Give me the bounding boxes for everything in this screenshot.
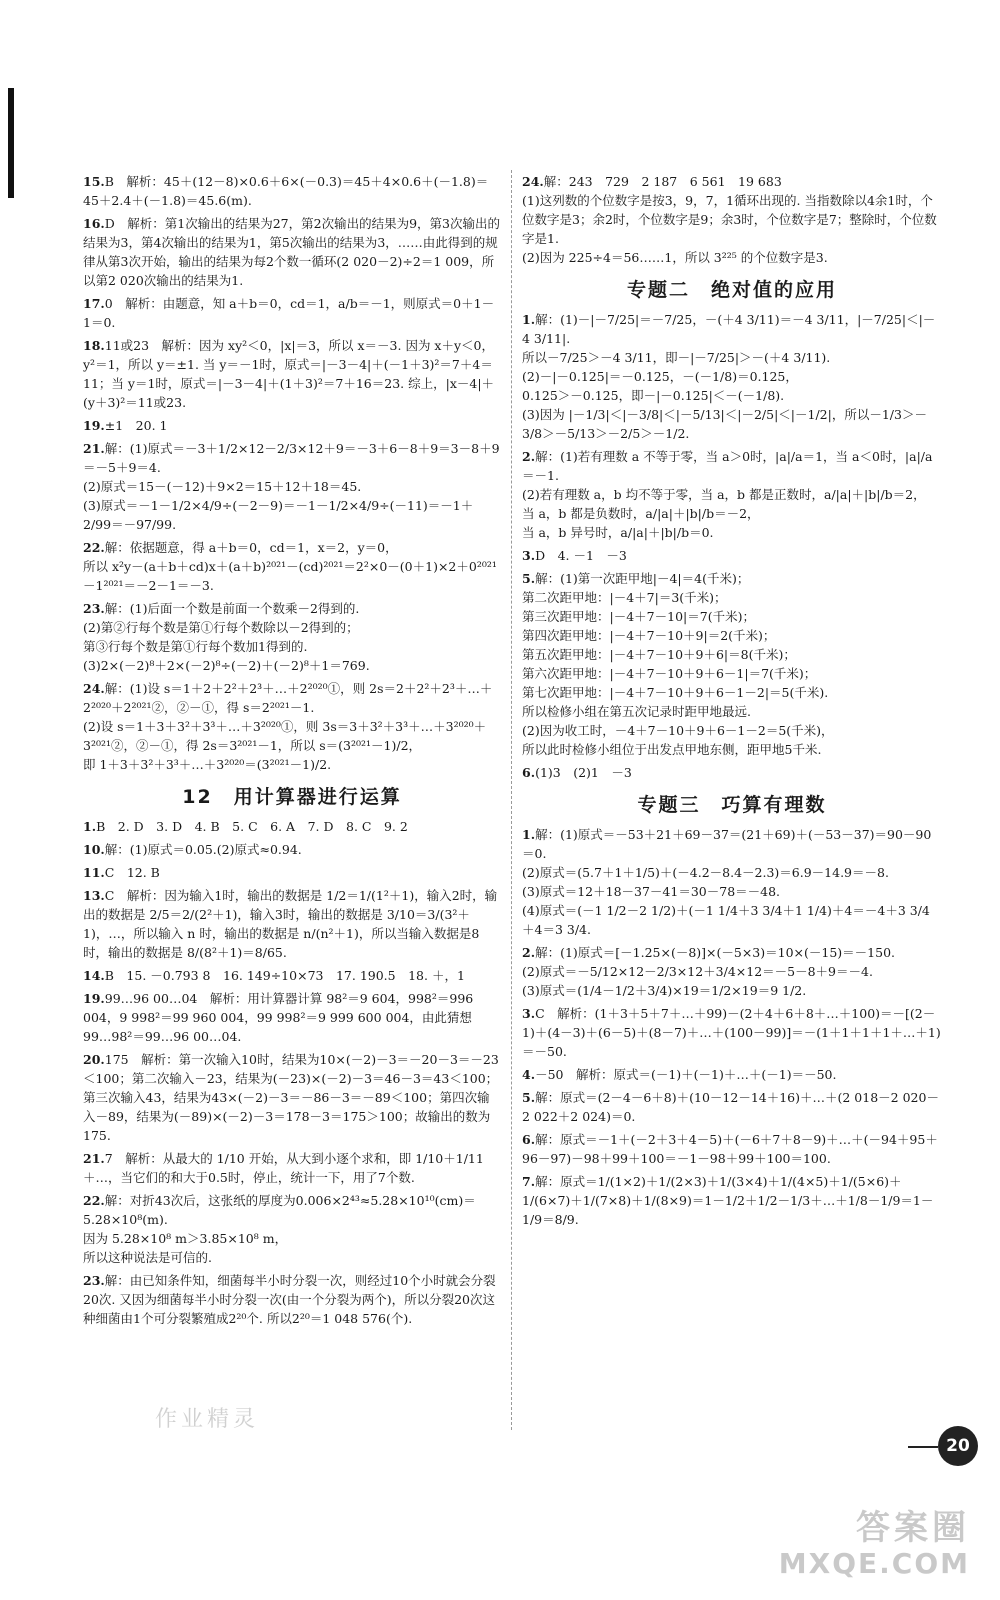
answer-line: [522, 943, 942, 962]
answer-text: 第二次距甲地：|－4＋7|＝3(千米)；: [522, 590, 727, 605]
answer-line: [522, 1172, 942, 1229]
question-number: 10.: [83, 842, 105, 857]
question-number: 24.: [83, 681, 105, 696]
question-number: 1.: [83, 819, 97, 834]
answer-line: [83, 817, 501, 836]
answer-line: [522, 504, 942, 523]
answer-line: [522, 607, 942, 626]
answer-item: [522, 310, 942, 443]
answer-item: [83, 863, 501, 882]
answer-line: [522, 721, 942, 740]
answer-text: (3)原式＝(1/4－1/2＋3/4)×19＝1/2×19＝9 1/2.: [522, 983, 807, 998]
answer-line: [83, 496, 501, 534]
answer-line: [83, 1271, 501, 1328]
answer-item: [522, 825, 942, 939]
answer-line: [522, 405, 942, 443]
answer-line: [522, 702, 942, 721]
answer-item: [83, 1191, 501, 1267]
answer-line: [522, 523, 942, 542]
left-items-a: [83, 172, 501, 774]
answer-text: 解：(1)原式＝－53＋21＋69－37＝(21＋69)＋(－53－37)＝90－90＝0.: [522, 827, 932, 861]
answer-line: [522, 626, 942, 645]
answer-text: 第四次距甲地：|－4＋7－10＋9|＝2(千米)；: [522, 628, 776, 643]
answer-item: [83, 1050, 501, 1145]
answer-text: 解：依据题意，得 a＋b＝0，cd＝1，x＝2，y＝0，: [104, 540, 398, 555]
answer-text: 当 a，b 异号时，a/|a|＋|b|/b＝0.: [522, 525, 714, 540]
answer-text: 解：(1)原式＝0.05.(2)原式≈0.94.: [104, 842, 302, 857]
answer-line: [522, 825, 942, 863]
left-items-b: [83, 817, 501, 1328]
answer-text: 解：243 729 2 187 6 561 19 683: [543, 174, 782, 189]
answer-line: [83, 439, 501, 477]
answer-item: [522, 172, 942, 267]
answer-item: [83, 538, 501, 595]
question-number: 3.: [522, 548, 536, 563]
answer-line: [83, 679, 501, 717]
answer-text: D 4. －1 －3: [535, 548, 627, 563]
answer-line: [522, 248, 942, 267]
answer-text: C 12. B: [104, 865, 160, 880]
question-number: 13.: [83, 888, 105, 903]
answer-line: [522, 683, 942, 702]
section-title-absolute-value: 专题二 绝对值的应用: [626, 279, 837, 301]
answer-text: (2)原式＝15－(－12)＋9×2＝15＋12＋18＝45.: [83, 479, 362, 494]
answer-line: [522, 447, 942, 485]
answer-text: 所以这种说法是可信的.: [83, 1250, 212, 1265]
answer-line: [83, 656, 501, 675]
answer-text: 解：(1)第一次距甲地|－4|＝4(千米)；: [535, 571, 750, 586]
answer-item: [83, 1271, 501, 1328]
answer-text: 解：由已知条件知，细菌每半小时分裂一次，则经过10个小时就会分裂20次. 又因为细菌每半小时分裂一次(由一个分裂为两个)，所以分裂20次这种细菌由1个可分裂繁殖成2²⁰个. 所以2²⁰＝1 048 576(个).: [83, 1273, 496, 1326]
answer-text: 7 解析：从最大的 1/10 开始，从大到小逐个求和，即 1/10＋1/11＋…，当它们的和大于0.5时，停止，统计一下，用了7个数.: [83, 1151, 484, 1185]
answer-line: [83, 1229, 501, 1248]
answer-line: [83, 755, 501, 774]
answer-line: [83, 618, 501, 637]
answer-text: B 15. －0.793 8 16. 149÷10×73 17. 190.5 18. ＋，1: [104, 968, 465, 983]
answer-line: [522, 1004, 942, 1061]
question-number: 14.: [83, 968, 105, 983]
page-edge-bar: [8, 88, 14, 198]
right-items-c: [522, 825, 942, 1229]
answer-text: 解：原式＝－1＋(－2＋3＋4－5)＋(－6＋7＋8－9)＋…＋(－94＋95＋96－97)－98＋99＋100＝－1－98＋99＋100＝100.: [522, 1132, 938, 1166]
question-number: 24.: [522, 174, 544, 189]
answer-line: [522, 962, 942, 981]
answer-line: [83, 717, 501, 755]
question-number: 17.: [83, 296, 105, 311]
answer-text: (3)原式＝12＋18－37－41＝30－78＝－48.: [522, 884, 781, 899]
question-number: 4.: [522, 1067, 536, 1082]
answer-text: ±1 20. 1: [104, 418, 168, 433]
answer-line: [522, 546, 942, 565]
question-number: 7.: [522, 1174, 536, 1189]
answer-item: [522, 1088, 942, 1126]
answer-text: (2)因为收工时，－4＋7－10＋9＋6－1－2＝5(千米)，: [522, 723, 834, 738]
answer-line: [83, 966, 501, 985]
answer-item: [83, 416, 501, 435]
answer-text: (2)因为 225÷4＝56……1，所以 3²²⁵ 的个位数字是3.: [522, 250, 828, 265]
answer-text: 解：原式＝1/(1×2)＋1/(2×3)＋1/(3×4)＋1/(4×5)＋1/(5×6)＋1/(6×7)＋1/(7×8)＋1/(8×9)＝1－1/2＋1/2－1/3＋…＋1/8－1/9＝1－1/9＝8/9.: [522, 1174, 934, 1227]
answer-item: [522, 546, 942, 565]
question-number: 3.: [522, 1006, 536, 1021]
answer-line: [522, 386, 942, 405]
answer-text: 11或23 解析：因为 xy²＜0，|x|＝3，所以 x＝－3. 因为 x＋y＜0，y²＝1，所以 y＝±1. 当 y＝－1时，原式＝|－3－4|＋(－1＋3)²＝7＋4＝11；当 y＝1时，原式＝|－3－4|＋(1＋3)²＝7＋16＝23. 综上，|x－4|＋(y＋3)²＝11或23.: [83, 338, 495, 410]
answer-text: 第三次距甲地：|－4＋7－10|＝7(千米)；: [522, 609, 755, 624]
question-number: 19.: [83, 991, 105, 1006]
answer-text: (2)若有理数 a，b 均不等于零，当 a，b 都是正数时，a/|a|＋|b|/b＝2，: [522, 487, 926, 502]
column-divider: [511, 170, 512, 1430]
answer-line: [83, 840, 501, 859]
answer-line: [83, 1149, 501, 1187]
question-number: 21.: [83, 1151, 105, 1166]
question-number: 15.: [83, 174, 105, 189]
answer-line: [83, 416, 501, 435]
answer-text: 175 解析：第一次输入10时，结果为10×(－2)－3＝－20－3＝－23＜100；第二次输入－23，结果为(－23)×(－2)－3＝46－3＝43＜100；第三次输入43，结果为43×(－2)－3＝－86－3＝－89＜100；第四次输入－89，结果为(－89)×(－2)－3＝178－3＝175＞100；故输出的数为175.: [83, 1052, 499, 1143]
answer-item: [83, 989, 501, 1046]
answer-item: [522, 763, 942, 782]
answer-text: 解：原式＝(2－4－6＋8)＋(10－12－14＋16)＋…＋(2 018－2 020－2 022＋2 024)＝0.: [522, 1090, 939, 1124]
answer-line: [522, 763, 942, 782]
answer-text: (2)原式＝－5/12×12－2/3×12＋3/4×12＝－5－8＋9＝－4.: [522, 964, 873, 979]
question-number: 21.: [83, 441, 105, 456]
answer-line: [522, 645, 942, 664]
right-items-b: [522, 310, 942, 782]
answer-line: [522, 569, 942, 588]
answer-item: [83, 214, 501, 290]
answer-item: [522, 1172, 942, 1229]
question-number: 23.: [83, 601, 105, 616]
answer-text: (2)－|－0.125|＝－0.125，－(－1/8)＝0.125，: [522, 369, 798, 384]
answer-line: [522, 367, 942, 386]
answer-line: [522, 588, 942, 607]
answer-item: [83, 172, 501, 210]
answer-line: [522, 981, 942, 1000]
answer-text: 第③行每个数是第①行每个数加1得到的.: [83, 639, 308, 654]
answer-text: 即 1＋3＋3²＋3³＋…＋3²⁰²⁰＝(3²⁰²¹－1)/2.: [83, 757, 332, 772]
answer-line: [83, 336, 501, 412]
answer-line: [522, 863, 942, 882]
question-number: 20.: [83, 1052, 105, 1067]
section-title-rational-numbers: 专题三 巧算有理数: [637, 794, 827, 816]
answer-text: 解：对折43次后，这张纸的厚度为0.006×2⁴³≈5.28×10¹⁰(cm)＝5.28×10⁸(m).: [83, 1193, 476, 1227]
answer-item: [522, 447, 942, 542]
answer-text: (3)2×(－2)⁸＋2×(－2)⁸÷(－2)＋(－2)⁸＋1＝769.: [83, 658, 370, 673]
right-column: [522, 172, 942, 1233]
answer-text: 0.125＞－0.125，即－|－0.125|＜－(－1/8).: [522, 388, 785, 403]
answer-text: 解：(1)若有理数 a 不等于零，当 a＞0时，|a|/a＝1，当 a＜0时，|a|/a＝－1.: [522, 449, 933, 483]
answer-text: C 解析：(1＋3＋5＋7＋…＋99)－(2＋4＋6＋8＋…＋100)＝－[(2－1)＋(4－3)＋(6－5)＋(8－7)＋…＋(100－99)]＝－(1＋1＋1＋1＋…＋1)＝－50.: [522, 1006, 941, 1059]
answer-item: [83, 966, 501, 985]
question-number: 19.: [83, 418, 105, 433]
answer-item: [83, 817, 501, 836]
question-number: 11.: [83, 865, 105, 880]
question-number: 18.: [83, 338, 105, 353]
answer-line: [83, 989, 501, 1046]
answer-line: [83, 172, 501, 210]
answer-item: [83, 599, 501, 675]
answer-text: 解：(1)原式＝[－1.25×(－8)]×(－5×3)＝10×(－15)＝－150.: [535, 945, 896, 960]
answer-text: 因为 5.28×10⁸ m＞3.85×10⁸ m，: [83, 1231, 288, 1246]
answer-item: [522, 1004, 942, 1061]
answer-line: [83, 1191, 501, 1229]
stamp-watermark: 作业精灵: [155, 1407, 260, 1432]
answer-item: [83, 886, 501, 962]
answer-text: B 解析：45＋(12－8)×0.6＋6×(－0.3)＝45＋4×0.6＋(－1.8)＝45＋2.4＋(－1.8)＝45.6(m).: [83, 174, 489, 208]
answer-item: [83, 336, 501, 412]
page-number: 20: [938, 1426, 978, 1466]
answer-line: [83, 1248, 501, 1267]
answer-text: 第七次距甲地：|－4＋7－10＋9＋6－1－2|＝5(千米).: [522, 685, 829, 700]
answer-text: 第五次距甲地：|－4＋7－10＋9＋6|＝8(千米)；: [522, 647, 796, 662]
answer-line: [83, 599, 501, 618]
site-watermark: [779, 1508, 970, 1580]
right-items-a: [522, 172, 942, 267]
answer-text: －50 解析：原式＝(－1)＋(－1)＋…＋(－1)＝－50.: [535, 1067, 837, 1082]
answer-item: [83, 439, 501, 534]
answer-line: [522, 191, 942, 248]
watermark-url: MXQE.COM: [778, 1547, 970, 1580]
answer-line: [83, 886, 501, 962]
question-number: 2.: [522, 945, 536, 960]
answer-line: [522, 1130, 942, 1168]
question-number: 1.: [522, 827, 536, 842]
answer-item: [522, 569, 942, 759]
question-number: 5.: [522, 1090, 536, 1105]
answer-item: [522, 1130, 942, 1168]
answer-line: [522, 882, 942, 901]
watermark-logo-text: 答案圈: [856, 1508, 970, 1548]
answer-line: [83, 863, 501, 882]
question-number: 2.: [522, 449, 536, 464]
answer-text: 0 解析：由题意，知 a＋b＝0，cd＝1，a/b＝－1，则原式＝0＋1－1＝0.: [83, 296, 495, 330]
answer-text: 所以此时检修小组位于出发点甲地东侧，距甲地5千米.: [522, 742, 822, 757]
answer-text: 99…96 00…04 解析：用计算器计算 98²＝9 604，998²＝996 004，9 998²＝99 960 004，99 998²＝9 999 600 004，由此猜想 99…98²＝99…96 00…04.: [83, 991, 474, 1044]
answer-text: 第六次距甲地：|－4＋7－10＋9＋6－1|＝7(千米)；: [522, 666, 817, 681]
answer-text: 所以－7/25＞－4 3/11，即－|－7/25|＞－(＋4 3/11).: [522, 350, 831, 365]
answer-text: (3)原式＝－1－1/2×4/9÷(－2－9)＝－1－1/2×4/9÷(－11)＝－1＋2/99＝－97/99.: [83, 498, 474, 532]
question-number: 6.: [522, 765, 536, 780]
answer-text: (1)这列数的个位数字是按3，9，7，1循环出现的. 当指数除以4余1时，个位数字是3；余2时，个位数字是9；余3时，个位数字是7；整除时，个位数字是1.: [522, 193, 937, 246]
question-number: 23.: [83, 1273, 105, 1288]
question-number: 6.: [522, 1132, 536, 1147]
answer-text: (2)第②行每个数是第①行每个数除以－2得到的；: [83, 620, 359, 635]
answer-line: [83, 214, 501, 290]
answer-line: [522, 485, 942, 504]
answer-line: [83, 637, 501, 656]
answer-line: [83, 477, 501, 496]
page-number-rule: [908, 1446, 938, 1448]
answer-text: 当 a，b 都是负数时，a/|a|＋|b|/b＝－2，: [522, 506, 760, 521]
answer-text: C 解析：因为输入1时，输出的数据是 1/2＝1/(1²＋1)，输入2时，输出的数据是 2/5＝2/(2²＋1)，输入3时，输出的数据是 3/10＝3/(3²＋1)，…，所以输入 n 时，输出的数据是 n/(n²＋1)，所以当输入数据是8时，输出的数据是 8/(8²＋1)＝8/65.: [83, 888, 498, 960]
answer-line: [522, 740, 942, 759]
answer-text: 所以 x²y－(a＋b＋cd)x＋(a＋b)²⁰²¹－(cd)²⁰²¹＝2²×0－(0＋1)×2＋0²⁰²¹－1²⁰²¹＝－2－1＝－3.: [83, 559, 497, 593]
answer-text: (2)设 s＝1＋3＋3²＋3³＋…＋3²⁰²⁰①，则 3s＝3＋3²＋3³＋…＋3²⁰²⁰＋3²⁰²¹②，②－①，得 2s＝3²⁰²¹－1，所以 s＝(3²⁰²¹－1)/2，: [83, 719, 487, 753]
answer-text: 解：(1)原式＝－3＋1/2×12－2/3×12＋9＝－3＋6－8＋9＝3－8＋9＝－5＋9＝4.: [83, 441, 500, 475]
answer-line: [522, 1065, 942, 1084]
section-title-calculator: 12 用计算器进行运算: [182, 786, 402, 808]
question-number: 22.: [83, 540, 105, 555]
answer-line: [83, 557, 501, 595]
question-number: 5.: [522, 571, 536, 586]
answer-line: [522, 348, 942, 367]
question-number: 1.: [522, 312, 536, 327]
answer-text: (2)原式＝(5.7＋1＋1/5)＋(－4.2－8.4－2.3)＝6.9－14.9＝－8.: [522, 865, 889, 880]
question-number: 22.: [83, 1193, 105, 1208]
answer-text: 解：(1)－|－7/25|＝－7/25，－(＋4 3/11)＝－4 3/11，|－7/25|＜|－4 3/11|.: [522, 312, 936, 346]
answer-line: [83, 538, 501, 557]
question-number: 16.: [83, 216, 105, 231]
answer-line: [522, 172, 942, 191]
answer-text: 解：(1)后面一个数是前面一个数乘－2得到的.: [104, 601, 360, 616]
answer-line: [522, 664, 942, 683]
answer-item: [522, 1065, 942, 1084]
answer-line: [522, 1088, 942, 1126]
answer-text: B 2. D 3. D 4. B 5. C 6. A 7. D 8. C 9. 2: [96, 819, 408, 834]
answer-item: [83, 294, 501, 332]
answer-item: [83, 840, 501, 859]
answer-item: [83, 679, 501, 774]
answer-text: (1)3 (2)1 －3: [535, 765, 632, 780]
answer-text: D 解析：第1次输出的结果为27，第2次输出的结果为9，第3次输出的结果为3，第4次输出的结果为1，第5次输出的结果为3，……由此得到的规律从第3次开始，输出的结果为每2个数一循环(2 020－2)÷2＝1 009，所以第2 020次输出的结果为1.: [83, 216, 500, 288]
answer-line: [83, 294, 501, 332]
answer-item: [83, 1149, 501, 1187]
answer-text: (4)原式＝(－1 1/2－2 1/2)＋(－1 1/4＋3 3/4＋1 1/4)＋4＝－4＋3 3/4＋4＝3 3/4.: [522, 903, 930, 937]
answer-line: [83, 1050, 501, 1145]
answer-text: 所以检修小组在第五次记录时距甲地最远.: [522, 704, 751, 719]
answer-text: (3)因为 |－1/3|＜|－3/8|＜|－5/13|＜|－2/5|＜|－1/2|，所以－1/3＞－3/8＞－5/13＞－2/5＞－1/2.: [522, 407, 927, 441]
left-column: [83, 172, 501, 1332]
answer-text: 解：(1)设 s＝1＋2＋2²＋2³＋…＋2²⁰²⁰①，则 2s＝2＋2²＋2³＋…＋2²⁰²⁰＋2²⁰²¹②，②－①，得 s＝2²⁰²¹－1.: [83, 681, 493, 715]
answer-line: [522, 901, 942, 939]
answer-item: [522, 943, 942, 1000]
answer-line: [522, 310, 942, 348]
